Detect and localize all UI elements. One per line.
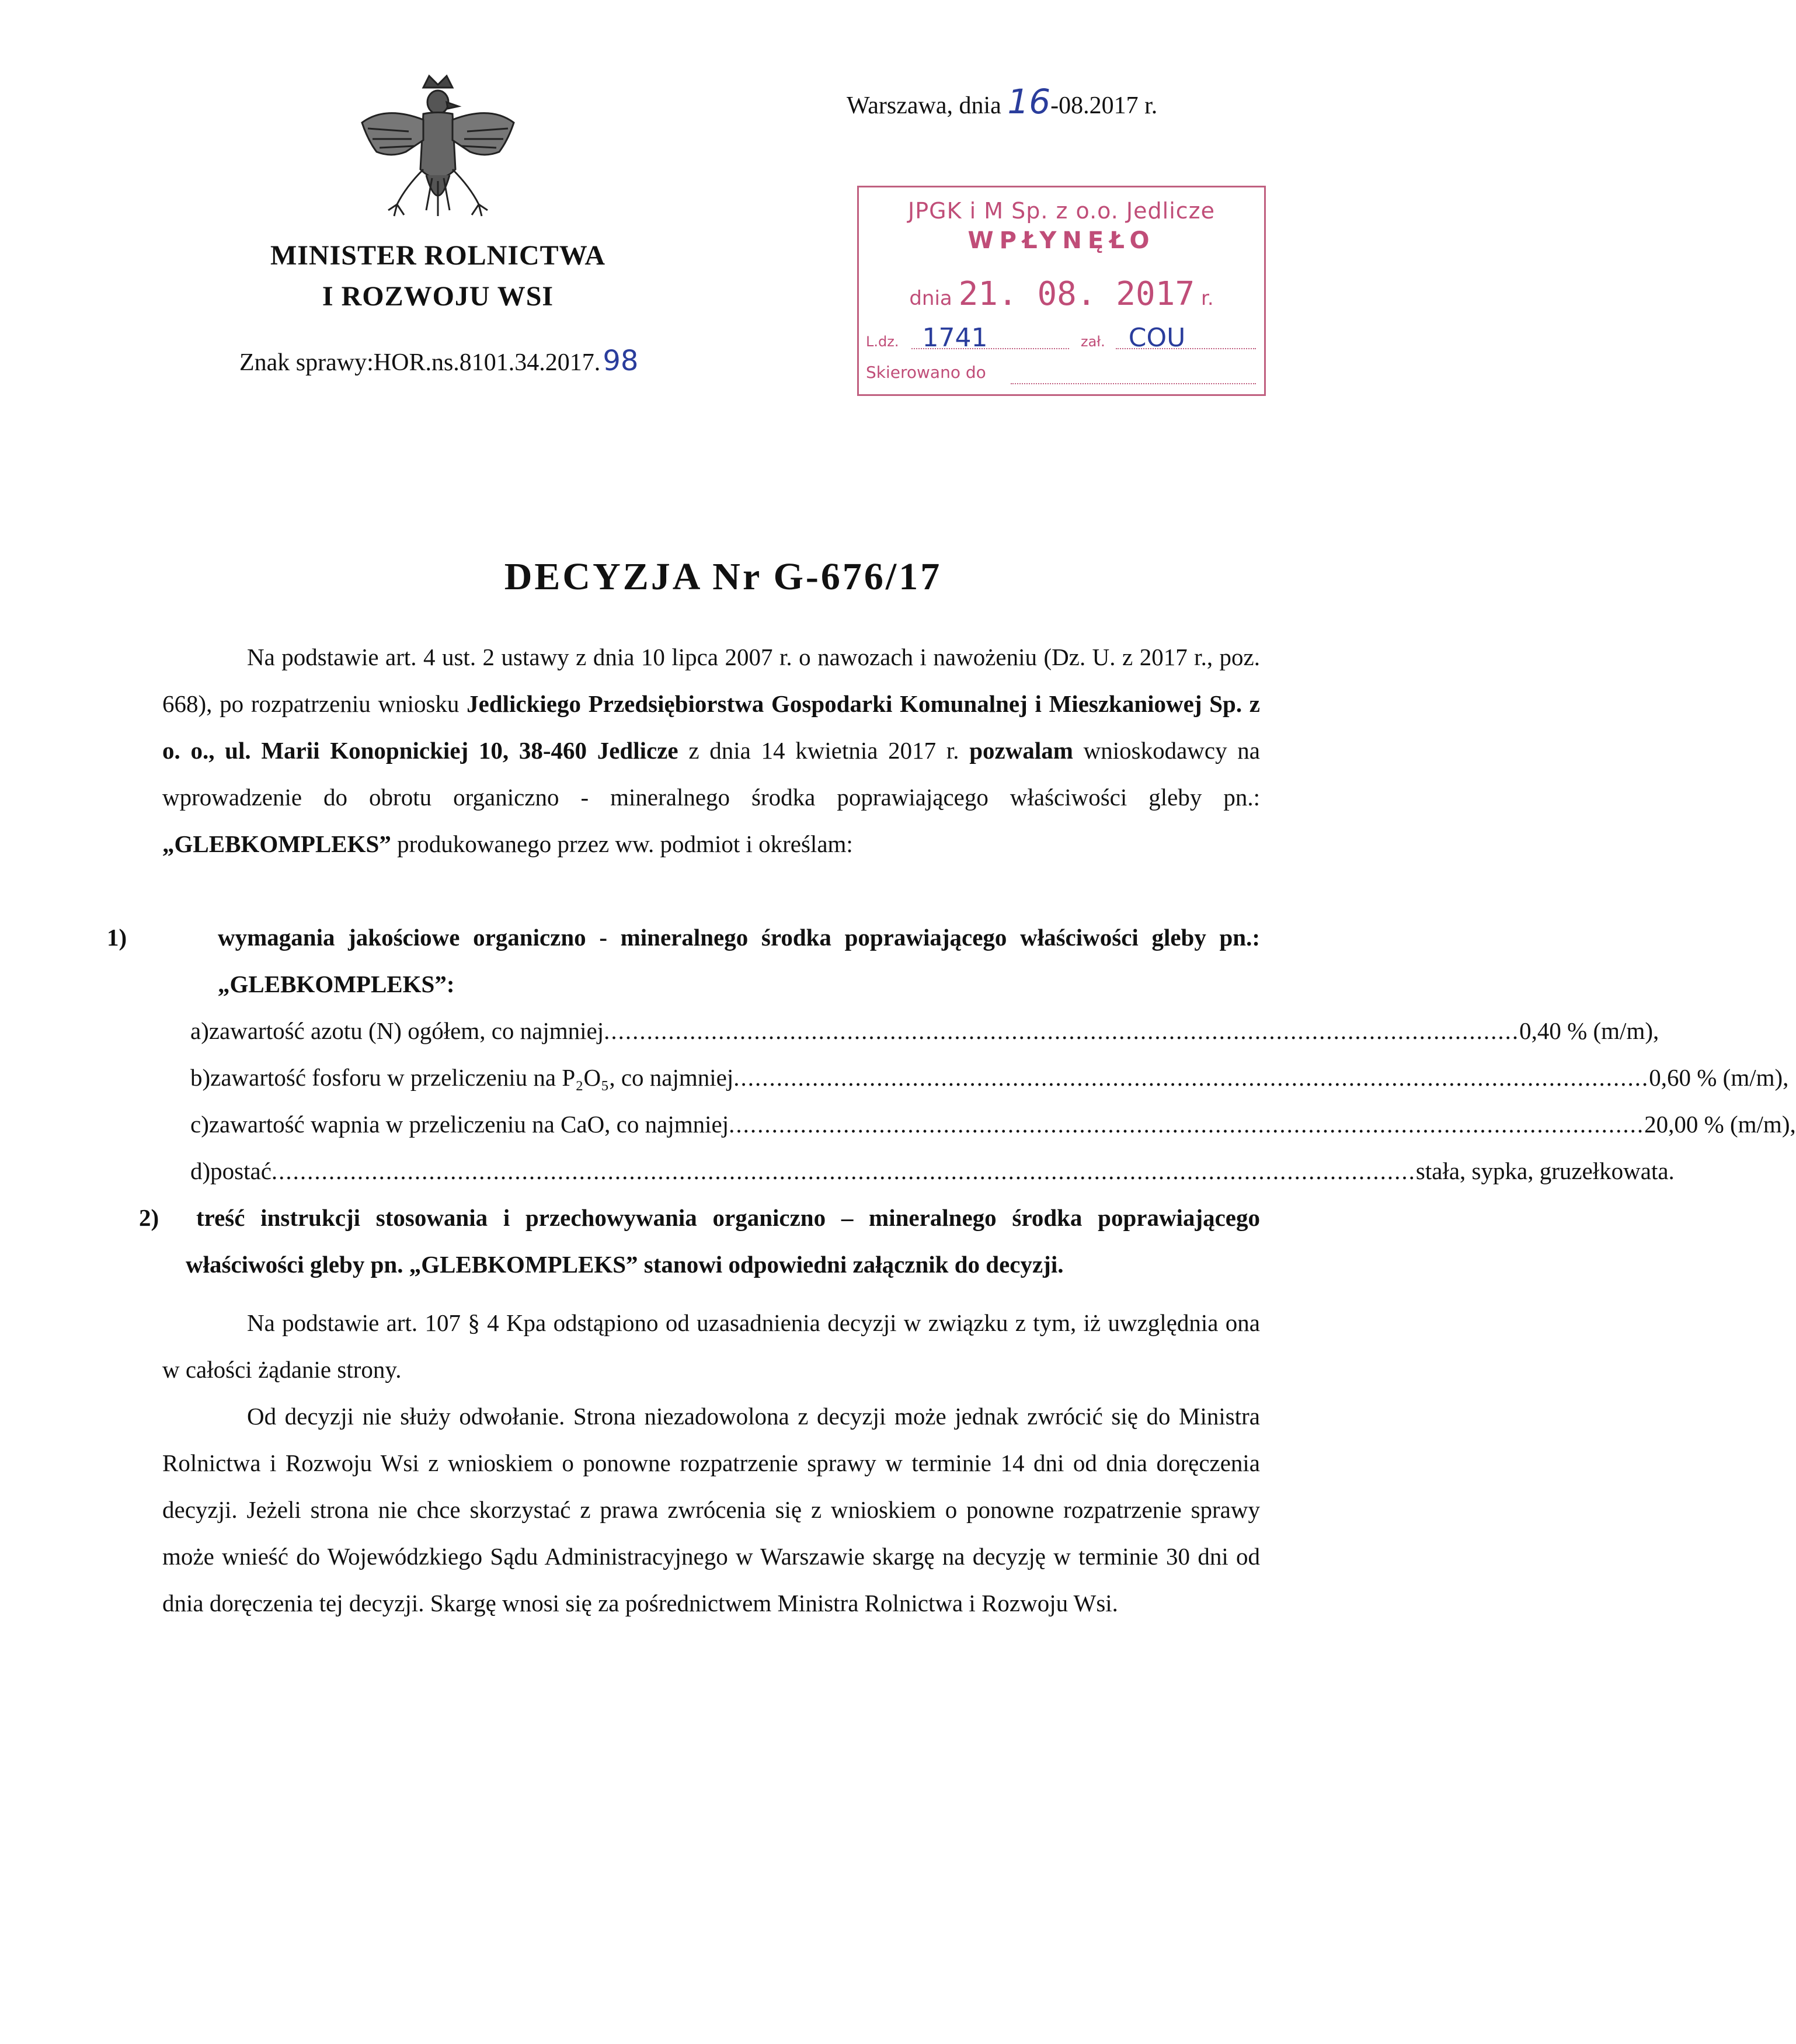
stamp-date-suffix: r.: [1200, 287, 1214, 310]
requirement-letter: d): [190, 1157, 211, 1184]
polish-eagle-emblem-icon: [350, 70, 525, 245]
ministry-name-line2: I ROZWOJU WSI: [322, 281, 554, 312]
requirement-row: [190, 1054, 1789, 1101]
requirement-letter: b): [190, 1064, 211, 1091]
p1-text: produkowanego przez ww. podmiot i określam:: [391, 830, 853, 857]
requirement-row: [190, 1007, 1659, 1054]
stamp-dotline: [1116, 348, 1256, 349]
p1-applicant: Jedlickiego Przedsiębiorstwa Gospodarki Komunalnej i Mieszkaniowej Sp. z o. o., ul. Marii Konopnickiej 10, 38-460 Jedlicze: [162, 690, 1260, 764]
decision-title: DECYZJA Nr G-676/17: [504, 555, 942, 598]
section-1-text: wymagania jakościowe organiczno - mineralnego środka poprawiającego właściwości gleby pn.: „GLEBKOMPLEKS”:: [218, 924, 1260, 997]
paragraph-justification: Na podstawie art. 107 § 4 Kpa odstąpiono od uzasadnienia decyzji w związku z tym, iż uwzględnia ona w całości żądanie strony.: [162, 1309, 1260, 1383]
stamp-dotline: [1011, 383, 1256, 384]
stamp-zal-handwritten: COU: [1128, 323, 1186, 353]
requirement-row: [190, 1148, 1675, 1194]
ministry-name-line1: MINISTER ROLNICTWA: [270, 240, 606, 271]
date-suffix: -08.2017 r.: [1050, 92, 1158, 119]
requirement-desc: zawartość azotu (N) ogółem, co najmniej: [208, 1017, 604, 1044]
case-reference-number: HOR.ns.8101.34.2017.: [373, 349, 601, 376]
date-handwritten-day: 16: [1007, 82, 1051, 121]
leader-dots: ................................................................................................................................: [729, 1111, 1645, 1138]
stamp-date-value: 21. 08. 2017: [958, 275, 1195, 313]
p1-text: z dnia 14 kwietnia 2017 r.: [678, 737, 970, 764]
place-date-prefix: Warszawa, dnia: [847, 92, 1001, 119]
section-1-heading: [107, 914, 1260, 1007]
case-reference: [239, 345, 638, 377]
stamp-directed: Skierowano do: [866, 363, 986, 382]
leader-dots: ................................................................................................................................: [733, 1064, 1649, 1091]
section-1-number: 1): [107, 924, 127, 951]
leader-dots: ................................................................................................................................................................: [271, 1157, 1416, 1184]
stamp-dotline: [911, 348, 1069, 349]
p1-decision-word: pozwalam: [969, 737, 1073, 764]
section-2: [139, 1194, 1260, 1288]
case-reference-handwritten: 98: [603, 345, 639, 377]
section-2-number: 2): [139, 1204, 159, 1231]
stamp-company: JPGK i M Sp. z o.o. Jedlicze: [908, 198, 1215, 224]
case-reference-label: Znak sprawy:: [239, 349, 374, 376]
paragraph-appeal: Od decyzji nie służy odwołanie. Strona niezadowolona z decyzji może jednak zwrócić się do Ministra Rolnictwa i Rozwoju Wsi z wnioskiem o ponowne rozpatrzenie sprawy w terminie 14 dni od dnia doręczenia decyzji. Jeżeli strona nie chce skorzystać z prawa zwrócenia się z wnioskiem o ponowne rozpatrzenie sprawy może wnieść do Wojewódzkiego Sądu Administracyjnego w Warszawie skargę na decyzję w terminie 30 dni od dnia doręczenia tej decyzji. Skargę wnosi się za pośrednictwem Ministra Rolnictwa i Rozwoju Wsi.: [162, 1403, 1260, 1617]
paragraph-legal-basis: [162, 634, 1260, 867]
stamp-date-label: dnia: [909, 287, 952, 310]
section-2-text: treść instrukcji stosowania i przechowywania organiczno – mineralnego środka poprawiającego właściwości gleby pn. „GLEBKOMPLEKS” stanowi odpowiedni załącznik do decyzji.: [186, 1204, 1260, 1278]
requirement-value: 0,40 % (m/m),: [1519, 1017, 1659, 1044]
requirement-desc: zawartość wapnia w przeliczeniu na CaO, co najmniej: [208, 1111, 729, 1138]
stamp-date-row: [859, 275, 1264, 313]
requirement-value: 0,60 % (m/m),: [1649, 1064, 1789, 1091]
p1-text: wnioskodawcy na wprowadzenie do obrotu organiczno - mineralnego środka poprawiającego właściwości gleby pn.:: [162, 737, 1260, 811]
requirement-row: [190, 1101, 1796, 1148]
stamp-zal-label: zał.: [1081, 333, 1105, 350]
leader-dots: ................................................................................................................................: [604, 1017, 1520, 1044]
stamp-received: WPŁYNĘŁO: [967, 227, 1155, 254]
requirement-letter: a): [190, 1017, 209, 1044]
requirement-desc: zawartość fosforu w przeliczeniu na P₂O₅, co najmniej: [210, 1064, 734, 1091]
document-body: [107, 634, 1796, 1626]
place-date: [847, 82, 1157, 121]
requirement-letter: c): [190, 1111, 209, 1138]
p1-text: Na podstawie art. 4 ust. 2 ustawy z dnia 10 lipca 2007 r. o nawozach i nawożeniu (Dz. U. z 2017 r., poz. 668), po rozpatrzeniu wniosku: [162, 644, 1260, 717]
stamp-ldz-handwritten: 1741: [922, 323, 988, 353]
requirement-value: stała, sypka, gruzełkowata.: [1415, 1157, 1675, 1184]
p1-product-name: „GLEBKOMPLEKS”: [162, 830, 391, 857]
stamp-ldz-label: L.dz.: [866, 333, 899, 350]
requirement-value: 20,00 % (m/m),: [1644, 1111, 1796, 1138]
received-stamp: [857, 186, 1266, 396]
requirement-desc: postać: [210, 1157, 272, 1184]
